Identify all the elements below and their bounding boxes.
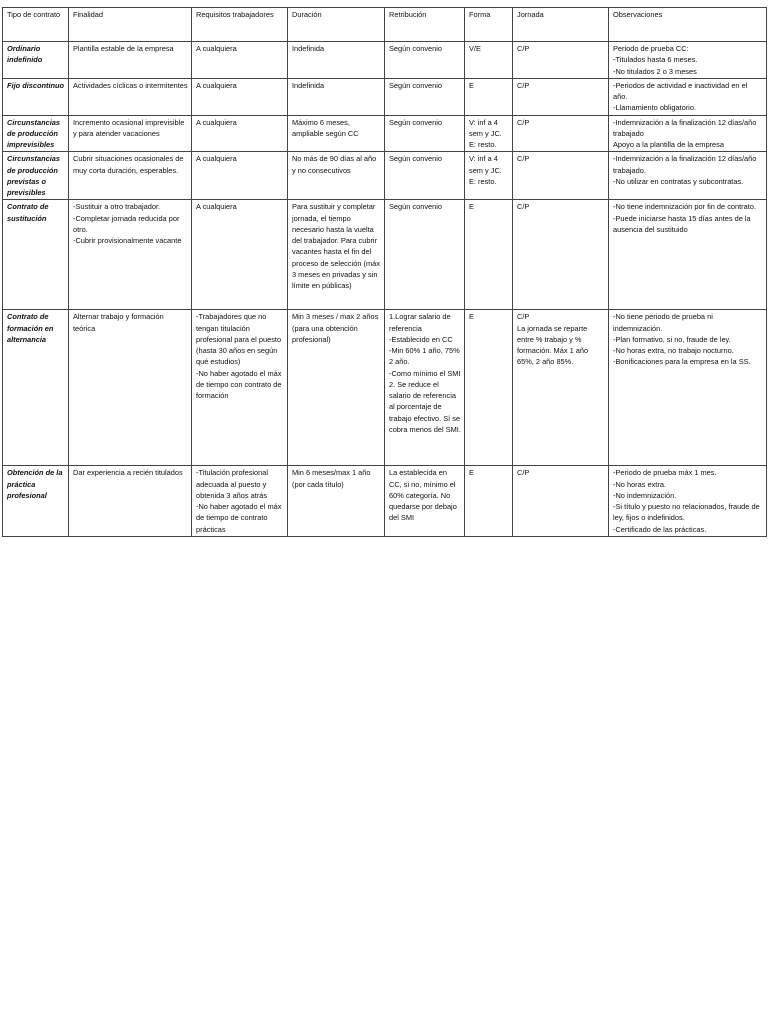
requisitos-cell [192,42,288,79]
jornada-text: C/P [517,468,530,478]
observaciones-text: -No indemnización. [613,490,677,500]
jornada-text: La jornada se reparte entre % trabajo y % formación. Máx 1 año 65%, 2 año 85%. [517,323,589,367]
observaciones-text: -No horas extra, no trabajo nocturno. [613,346,734,355]
jornada-text: C/P [517,44,530,53]
finalidad-text: Plantilla estable de la empresa [73,44,174,53]
header-cell: Duración [288,8,385,42]
retribucion-cell [385,466,465,537]
duracion-cell [288,466,385,537]
forma-cell [465,152,513,200]
forma-cell [465,78,513,115]
jornada-text: C/P [517,312,530,322]
header-cell: Jornada [513,8,609,42]
requisitos-text: -No haber agotado el máx de tiempo de contrato prácticas [196,502,282,534]
retribucion-text: La establecida en CC, si no, mínimo el 60% categoría. No quedarse por debajo del SMI [389,468,457,523]
observaciones-text: Periodo de prueba CC: [613,44,689,53]
contract-type-cell: Obtención de la práctica profesional [3,466,69,537]
requisitos-text: A cualquiera [196,80,237,90]
finalidad-text: -Sustituir a otro trabajador. [73,202,161,212]
requisitos-text: -Titulación profesional adecuada al puesto y obtenida 3 años atrás [196,468,269,500]
requisitos-cell [192,152,288,200]
retribucion-text: Según convenio [389,202,443,212]
duracion-cell [288,200,385,310]
observaciones-cell [609,115,767,152]
forma-text: V: inf a 4 sem y JC. [469,117,502,138]
jornada-cell [513,152,609,200]
observaciones-text: -Plan formativo, si no, fraude de ley. [613,334,731,344]
forma-text: V/E [469,44,481,53]
requisitos-text: -Trabajadores que no tengan titulación profesional para el puesto (hasta 30 años en según qué estudios) [196,312,282,367]
requisitos-text: -No haber agotado el máx de tiempo con contrato de formación [196,368,282,400]
duracion-text: Para sustituir y completar jornada, el tiempo necesario hasta la vuelta del trabajador. Para cubrir vacantes hasta el fin del proceso de selección (máx 3 meses en privadas y sin límite en públicas) [292,202,380,290]
observaciones-text: -Certificado de las prácticas. [613,524,707,534]
duracion-text: Máximo 6 meses, ampliable según CC [292,117,359,138]
duracion-cell [288,78,385,115]
observaciones-text: -No horas extra. [613,479,666,489]
duracion-cell [288,42,385,79]
observaciones-text: -No utilizar en contratas y subcontratas. [613,176,744,186]
forma-cell [465,310,513,466]
observaciones-cell [609,200,767,310]
observaciones-text: -Periodo de prueba máx 1 mes. [613,468,717,478]
requisitos-text: A cualquiera [196,44,237,53]
jornada-text: C/P [517,202,530,212]
table-row [3,42,767,79]
header-cell: Forma [465,8,513,42]
forma-cell [465,466,513,537]
forma-text: E [469,312,474,322]
header-cell: Tipo de contrato [3,8,69,42]
duracion-cell [288,115,385,152]
forma-cell [465,115,513,152]
contract-type-cell: Contrato de formación en alternancia [3,310,69,466]
forma-text: E: resto. [469,140,497,149]
header-cell: Observaciones [609,8,767,42]
jornada-text: C/P [517,154,530,164]
duracion-text: No más de 90 días al año y no consecutivos [292,154,377,175]
finalidad-cell [69,115,192,152]
jornada-text: C/P [517,117,530,127]
requisitos-cell [192,115,288,152]
contract-type-cell: Circunstancias de producción imprevisibles [3,115,69,152]
observaciones-cell [609,78,767,115]
finalidad-text: Incremento ocasional imprevisible y para atender vacaciones [73,117,185,138]
finalidad-cell [69,310,192,466]
forma-text: E [469,202,474,212]
observaciones-text: -No tiene periodo de prueba ni indemnización. [613,312,713,333]
header-cell: Finalidad [69,8,192,42]
observaciones-text: -No titulados 2 o 3 meses [613,66,697,76]
retribucion-text: 2. Se reduce el salario de referencia al porcentaje de trabajo efectivo. Sí se cobra menos del SMI. [389,379,461,434]
observaciones-text: -Titulados hasta 6 meses. [613,55,698,65]
retribucion-cell [385,200,465,310]
table-row [3,200,767,310]
forma-cell [465,200,513,310]
observaciones-text: -Si título y puesto no relacionados, fraude de ley, fijos o indefinidos. [613,502,760,523]
requisitos-cell [192,200,288,310]
table-row [3,78,767,115]
observaciones-cell [609,152,767,200]
retribucion-text: -Establecido en CC [389,334,453,344]
header-cell: Retribución [385,8,465,42]
duracion-cell [288,152,385,200]
table-row [3,152,767,200]
finalidad-text: -Cubrir provisionalmente vacante [73,236,182,245]
finalidad-cell [69,466,192,537]
requisitos-text: A cualquiera [196,202,237,212]
observaciones-cell [609,42,767,79]
duracion-text: Indefinida [292,44,325,53]
jornada-cell [513,200,609,310]
header-cell: Requisitos trabajadores [192,8,288,42]
finalidad-text: Alternar trabajo y formación teórica [73,312,164,333]
requisitos-cell [192,310,288,466]
contract-types-table [2,7,767,537]
table-row [3,310,767,466]
observaciones-text: -Periodos de actividad e inactividad en el año. [613,80,748,101]
observaciones-text: -Puede iniciarse hasta 15 días antes de la ausencia del sustituido [613,213,751,234]
observaciones-text: -Indemnización a la finalización 12 días/año trabajado. [613,154,757,175]
forma-text: V: inf a 4 sem y JC. [469,154,502,175]
finalidad-cell [69,152,192,200]
requisitos-cell [192,466,288,537]
finalidad-text: Dar experiencia a recién titulados [73,468,183,478]
finalidad-text: Cubrir situaciones ocasionales de muy corta duración, esperables. [73,154,184,175]
duracion-cell [288,310,385,466]
retribucion-text: -Como mínimo el SMI [389,368,461,378]
retribucion-text: Según convenio [389,154,443,164]
jornada-text: C/P [517,80,530,90]
observaciones-cell [609,466,767,537]
retribucion-cell [385,42,465,79]
observaciones-cell [609,310,767,466]
observaciones-text: -No tiene indemnización por fin de contrato. [613,202,756,212]
retribucion-cell [385,152,465,200]
observaciones-text: -Indemnización a la finalización 12 días/año trabajado [613,117,757,138]
retribucion-cell [385,115,465,152]
forma-text: E: resto. [469,176,497,186]
retribucion-text: Según convenio [389,117,443,127]
contract-type-cell: Contrato de sustitución [3,200,69,310]
retribucion-cell [385,310,465,466]
duracion-text: Min 6 meses/max 1 año (por cada título) [292,468,371,489]
jornada-cell [513,78,609,115]
retribucion-text: Según convenio [389,44,443,53]
jornada-cell [513,115,609,152]
retribucion-cell [385,78,465,115]
requisitos-cell [192,78,288,115]
jornada-cell [513,42,609,79]
observaciones-text: -Bonificaciones para la empresa en la SS. [613,357,751,367]
requisitos-text: A cualquiera [196,117,237,127]
finalidad-cell [69,78,192,115]
jornada-cell [513,310,609,466]
finalidad-text: -Completar jornada reducida por otro. [73,213,180,234]
header-row [3,8,767,42]
duracion-text: Indefinida [292,80,325,90]
forma-text: E [469,80,474,90]
jornada-cell [513,466,609,537]
table-row [3,466,767,537]
observaciones-text: -Llamamiento obligatorio. [613,103,696,113]
requisitos-text: A cualquiera [196,154,237,164]
retribucion-text: 1.Lograr salario de referencia [389,312,451,333]
finalidad-cell [69,200,192,310]
contract-type-cell: Circunstancias de producción previstas o previsibles [3,152,69,200]
forma-text: E [469,468,474,478]
retribucion-text: -Min 60% 1 año, 75% 2 año. [389,346,460,367]
retribucion-text: Según convenio [389,80,443,90]
table-row [3,115,767,152]
observaciones-text: Apoyo a la plantilla de la empresa [613,140,724,149]
forma-cell [465,42,513,79]
contract-type-cell: Ordinario indefinido [3,42,69,79]
contract-type-cell: Fijo discontinuo [3,78,69,115]
finalidad-text: Actividades cíclicas o intermitentes [73,80,188,90]
duracion-text: Min 3 meses / max 2 años (para una obtención profesional) [292,312,379,344]
finalidad-cell [69,42,192,79]
